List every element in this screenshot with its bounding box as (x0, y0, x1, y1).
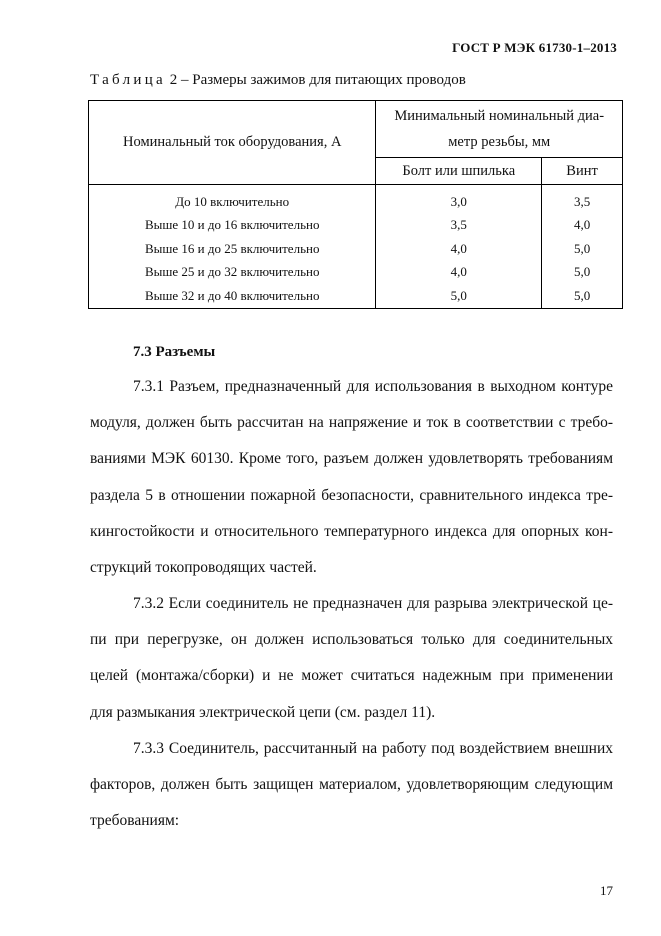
table-header-row (89, 101, 623, 158)
table-caption-label: Таблица (90, 72, 167, 88)
table-row (89, 237, 623, 261)
col-header-bolt: Болт или шпилька (376, 158, 542, 185)
paragraph-7-3-2 (90, 586, 613, 731)
col-header-current: Номинальный ток оборудования, А (89, 101, 376, 185)
paragraph-line: кингостойкости и относительного температурного индекса для опорных кон- (90, 522, 613, 540)
cell-screw: 5,0 (542, 261, 623, 285)
cell-screw: 3,5 (542, 185, 623, 214)
paragraph-line: модуля, должен быть рассчитан на напряжение и ток в соответствии с требо- (90, 414, 613, 432)
cell-bolt: 3,5 (376, 214, 542, 238)
col-header-thread-line1: Минимальный номинальный диа- (394, 108, 605, 124)
table-row (89, 284, 623, 309)
table-row (89, 185, 623, 214)
page-number: 17 (600, 883, 613, 898)
paragraph-line: требованиям: (90, 812, 180, 830)
paragraph-line: целей (монтажа/сборки) и не может считаться надежным при применении (90, 667, 613, 685)
paragraph-7-3-1 (90, 369, 613, 586)
cell-screw: 4,0 (542, 214, 623, 238)
paragraph-line: для размыкания электрической цепи (см. раздел 11). (90, 703, 436, 721)
cell-screw: 5,0 (542, 237, 623, 261)
col-header-screw: Винт (542, 158, 623, 185)
paragraph-line: 7.3.1 Разъем, предназначенный для использования в выходном контуре (133, 378, 613, 395)
cell-bolt: 5,0 (376, 284, 542, 309)
table-row (89, 214, 623, 238)
table-row (89, 261, 623, 285)
cell-bolt: 4,0 (376, 237, 542, 261)
col-header-thread-diameter (376, 101, 623, 158)
paragraph-line: ваниями МЭК 60130. Кроме того, разъем должен удовлетворять требованиям (90, 450, 613, 468)
table-caption (90, 72, 466, 89)
cell-current: До 10 включительно (89, 185, 376, 214)
terminal-sizes-table (88, 100, 623, 309)
cell-bolt: 4,0 (376, 261, 542, 285)
paragraph-line: раздела 5 в отношении пожарной безопасности, сравнительного индекса тре- (90, 486, 613, 504)
paragraph-line: струкций токопроводящих частей. (90, 559, 317, 577)
section-title: 7.3 Разъемы (133, 344, 216, 360)
cell-screw: 5,0 (542, 284, 623, 309)
col-header-thread-line2: метр резьбы, мм (448, 134, 551, 150)
paragraph-line: 7.3.2 Если соединитель не предназначен для разрыва электрической це- (133, 595, 613, 612)
cell-current: Выше 32 и до 40 включительно (89, 284, 376, 309)
cell-current: Выше 16 и до 25 включительно (89, 237, 376, 261)
paragraph-7-3-3 (90, 731, 613, 840)
paragraph-line: факторов, должен быть защищен материалом, удовлетворяющим следующим (90, 776, 613, 794)
document-header-code: ГОСТ Р МЭК 61730-1–2013 (452, 40, 617, 55)
cell-bolt: 3,0 (376, 185, 542, 214)
paragraph-line: пи при перегрузке, он должен использоваться только для соединительных (90, 631, 613, 649)
table-caption-text: 2 – Размеры зажимов для питающих проводов (166, 72, 466, 88)
cell-current: Выше 10 и до 16 включительно (89, 214, 376, 238)
cell-current: Выше 25 и до 32 включительно (89, 261, 376, 285)
paragraph-line: 7.3.3 Соединитель, рассчитанный на работу под воздействием внешних (133, 740, 613, 757)
